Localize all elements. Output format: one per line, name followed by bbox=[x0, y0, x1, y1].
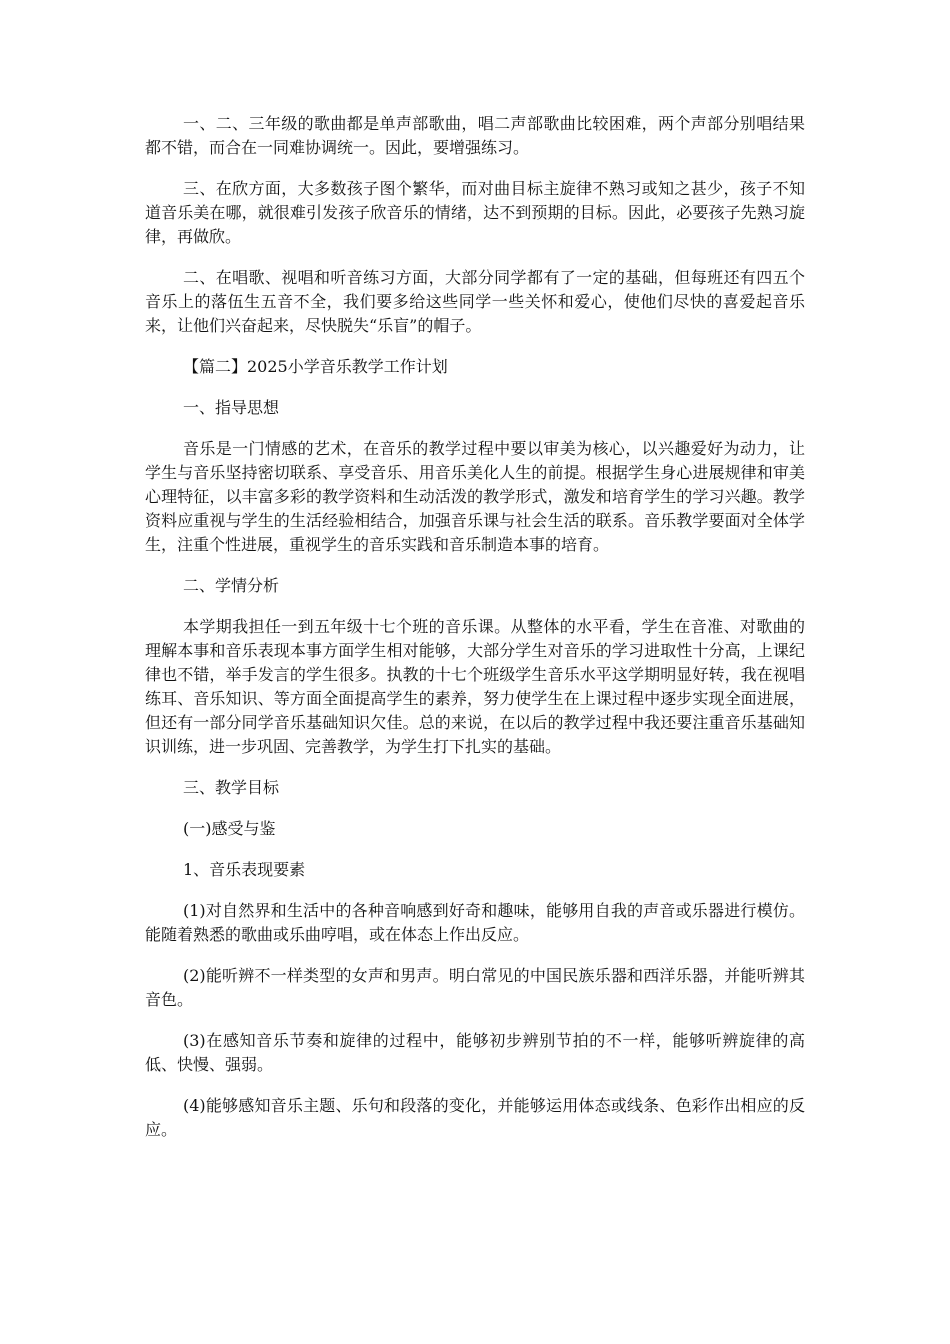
document-page bbox=[145, 112, 805, 1159]
paragraph: 音乐是一门情感的艺术，在音乐的教学过程中要以审美为核心，以兴趣爱好为动力，让学生与音乐坚持密切联系、享受音乐、用音乐美化人生的前提。根据学生身心进展规律和审美心理特征，以丰富多彩的教学资料和生动活泼的教学形式，激发和培育学生的学习兴趣。教学资料应重视与学生的生活经验相结合，加强音乐课与社会生活的联系。音乐教学要面对全体学生，注重个性进展，重视学生的音乐实践和音乐制造本事的培育。 bbox=[145, 439, 805, 554]
section-heading: 三、教学目标 bbox=[183, 778, 280, 797]
subsection-heading: (一)感受与鉴 bbox=[183, 819, 276, 838]
paragraph: 三、在欣方面，大多数孩子图个繁华，而对曲目标主旋律不熟习或知之甚少，孩子不知道音乐美在哪，就很难引发孩子欣音乐的情绪，达不到预期的目标。因此，必要孩子先熟习旋律，再做欣。 bbox=[145, 179, 805, 246]
section-title: 【篇二】2025小学音乐教学工作计划 bbox=[183, 357, 448, 376]
list-item: (1)对自然界和生活中的各种音响感到好奇和趣味，能够用自我的声音或乐器进行模仿。能随着熟悉的歌曲或乐曲哼唱，或在体态上作出反应。 bbox=[145, 901, 805, 944]
paragraph: 一、二、三年级的歌曲都是单声部歌曲，唱二声部歌曲比较困难，两个声部分别唱结果都不错，而合在一同难协调统一。因此，要增强练习。 bbox=[145, 114, 805, 157]
list-item: (2)能听辨不一样类型的女声和男声。明白常见的中国民族乐器和西洋乐器，并能听辨其音色。 bbox=[145, 966, 805, 1009]
paragraph: 二、在唱歌、视唱和听音练习方面，大部分同学都有了一定的基础，但每班还有四五个音乐上的落伍生五音不全，我们要多给这些同学一些关怀和爱心，使他们尽快的喜爱起音乐来，让他们兴奋起来，尽快脱失“乐盲”的帽子。 bbox=[145, 268, 805, 335]
list-item: (4)能够感知音乐主题、乐句和段落的变化，并能够运用体态或线条、色彩作出相应的反应。 bbox=[145, 1096, 805, 1139]
subsection-heading: 1、音乐表现要素 bbox=[183, 860, 306, 879]
list-item: (3)在感知音乐节奏和旋律的过程中，能够初步辨别节拍的不一样，能够听辨旋律的高低、快慢、强弱。 bbox=[145, 1031, 805, 1074]
section-heading: 一、指导思想 bbox=[183, 398, 280, 417]
paragraph: 本学期我担任一到五年级十七个班的音乐课。从整体的水平看，学生在音准、对歌曲的理解本事和音乐表现本事方面学生相对能够，大部分学生对音乐的学习进取性十分高，上课纪律也不错，举手发言的学生很多。执教的十七个班级学生音乐水平这学期明显好转，我在视唱练耳、音乐知识、等方面全面提高学生的素养，努力使学生在上课过程中逐步实现全面进展，但还有一部分同学音乐基础知识欠佳。总的来说，在以后的教学过程中我还要注重音乐基础知识训练，进一步巩固、完善教学，为学生打下扎实的基础。 bbox=[145, 617, 805, 756]
section-heading: 二、学情分析 bbox=[183, 576, 280, 595]
